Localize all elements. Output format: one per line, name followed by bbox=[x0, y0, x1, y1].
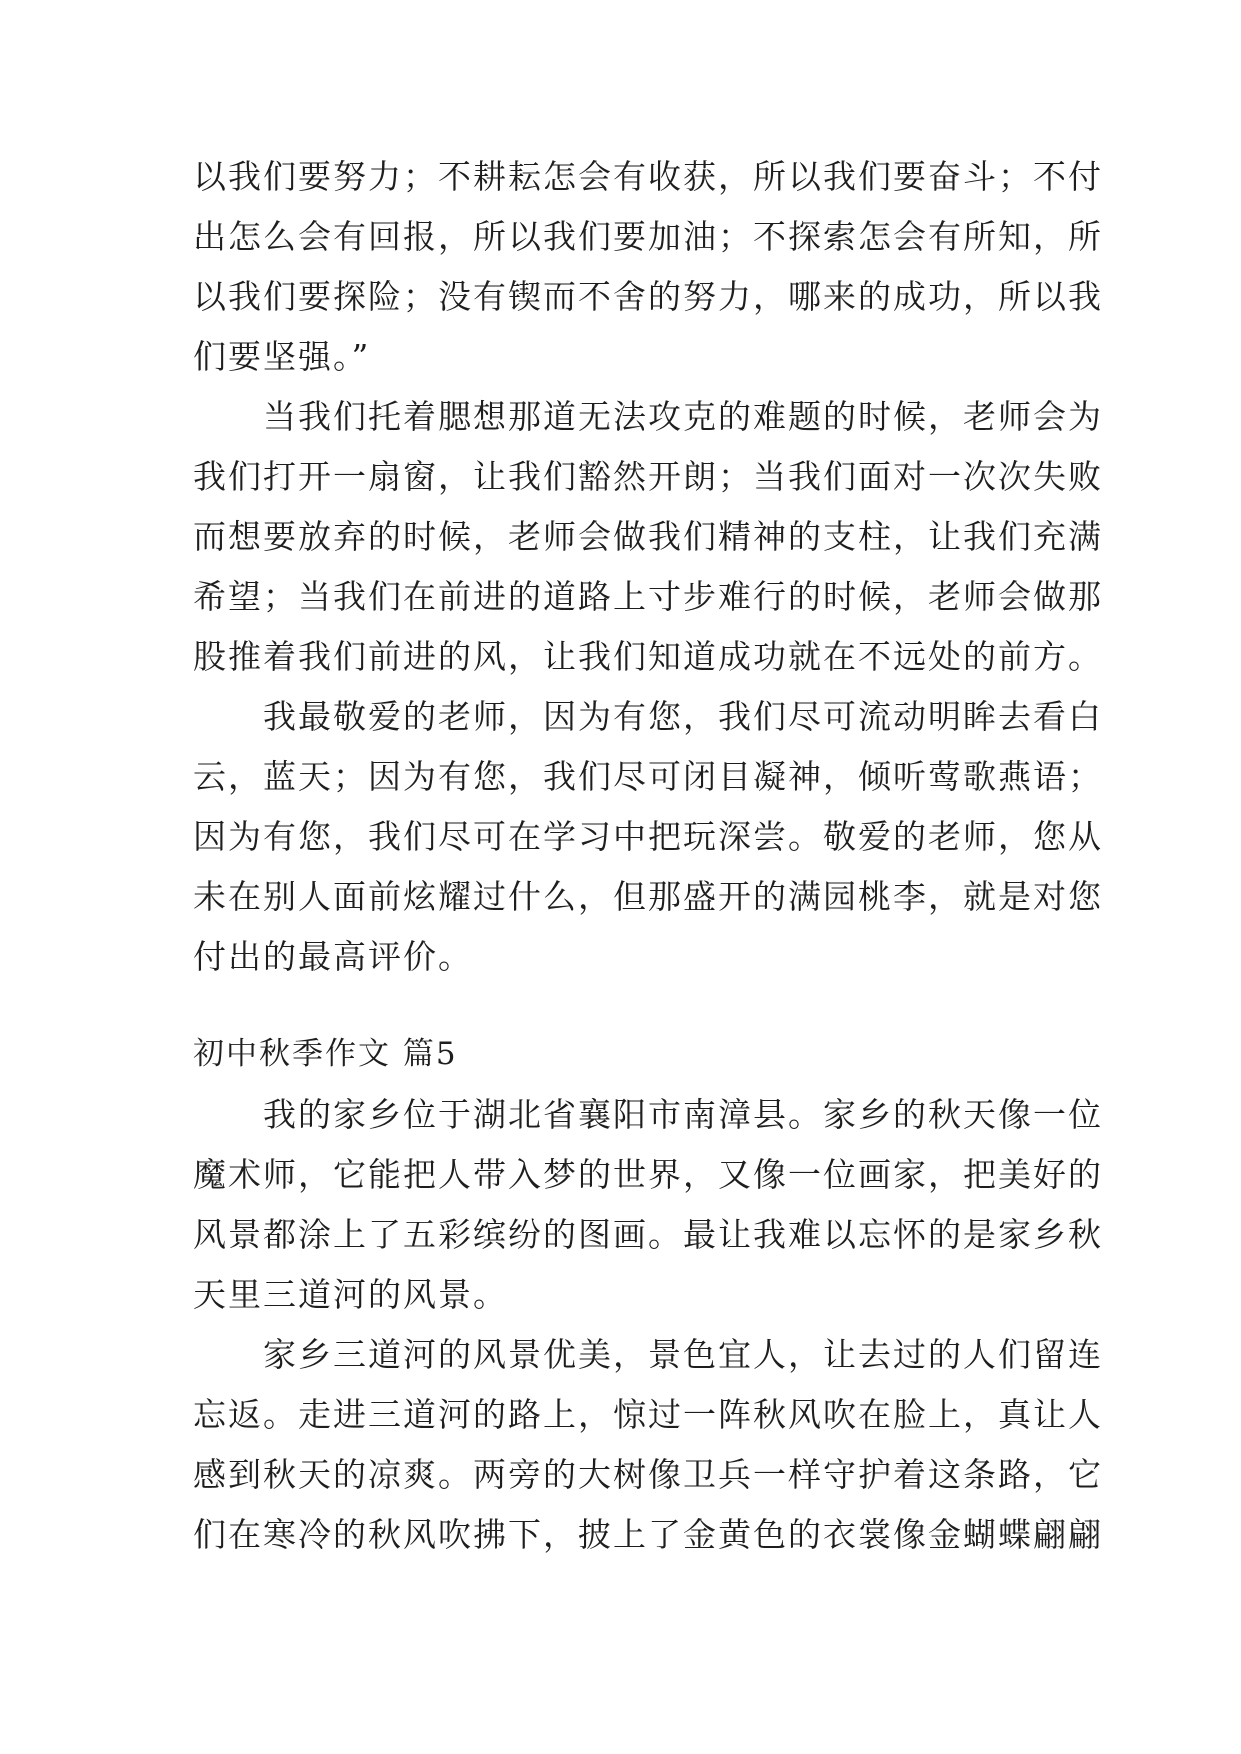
text-line: 因为有您，我们尽可在学习中把玩深尝。敬爱的老师，您从 bbox=[193, 817, 1103, 856]
text-line: 家乡三道河的风景优美，景色宜人，让去过的人们留连 bbox=[193, 1335, 1103, 1374]
text-line: 魔术师，它能把人带入梦的世界，又像一位画家，把美好的 bbox=[193, 1155, 1103, 1194]
text-line: 我的家乡位于湖北省襄阳市南漳县。家乡的秋天像一位 bbox=[193, 1095, 1103, 1134]
text-line: 感到秋天的凉爽。两旁的大树像卫兵一样守护着这条路，它 bbox=[193, 1455, 1103, 1494]
text-block-upper bbox=[193, 147, 1103, 987]
text-line: 云，蓝天；因为有您，我们尽可闭目凝神，倾听莺歌燕语； bbox=[193, 757, 1103, 796]
text-line: 出怎么会有回报，所以我们要加油；不探索怎会有所知，所 bbox=[193, 217, 1103, 256]
text-line: 而想要放弃的时候，老师会做我们精神的支柱，让我们充满 bbox=[193, 517, 1103, 556]
text-block-lower bbox=[193, 1085, 1103, 1565]
text-line: 以我们要努力；不耕耘怎会有收获，所以我们要奋斗；不付 bbox=[193, 157, 1103, 196]
section-heading: 初中秋季作文 篇5 bbox=[193, 1036, 458, 1072]
text-line: 风景都涂上了五彩缤纷的图画。最让我难以忘怀的是家乡秋 bbox=[193, 1215, 1103, 1254]
text-line: 以我们要探险；没有锲而不舍的努力，哪来的成功，所以我 bbox=[193, 277, 1103, 316]
text-line: 我们打开一扇窗，让我们豁然开朗；当我们面对一次次失败 bbox=[193, 457, 1103, 496]
text-line: 股推着我们前进的风，让我们知道成功就在不远处的前方。 bbox=[193, 637, 1103, 676]
text-line: 未在别人面前炫耀过什么，但那盛开的满园桃李，就是对您 bbox=[193, 877, 1103, 916]
text-line: 们在寒冷的秋风吹拂下，披上了金黄色的衣裳像金蝴蝶翩翩 bbox=[193, 1515, 1103, 1554]
text-line: 天里三道河的风景。 bbox=[193, 1275, 508, 1314]
text-line: 希望；当我们在前进的道路上寸步难行的时候，老师会做那 bbox=[193, 577, 1103, 616]
text-line: 们要坚强。” bbox=[193, 337, 371, 376]
text-line: 我最敬爱的老师，因为有您，我们尽可流动明眸去看白 bbox=[193, 697, 1103, 736]
text-line: 付出的最高评价。 bbox=[193, 937, 473, 976]
text-line: 当我们托着腮想那道无法攻克的难题的时候，老师会为 bbox=[193, 397, 1103, 436]
text-line: 忘返。走进三道河的路上，惊过一阵秋风吹在脸上，真让人 bbox=[193, 1395, 1103, 1434]
